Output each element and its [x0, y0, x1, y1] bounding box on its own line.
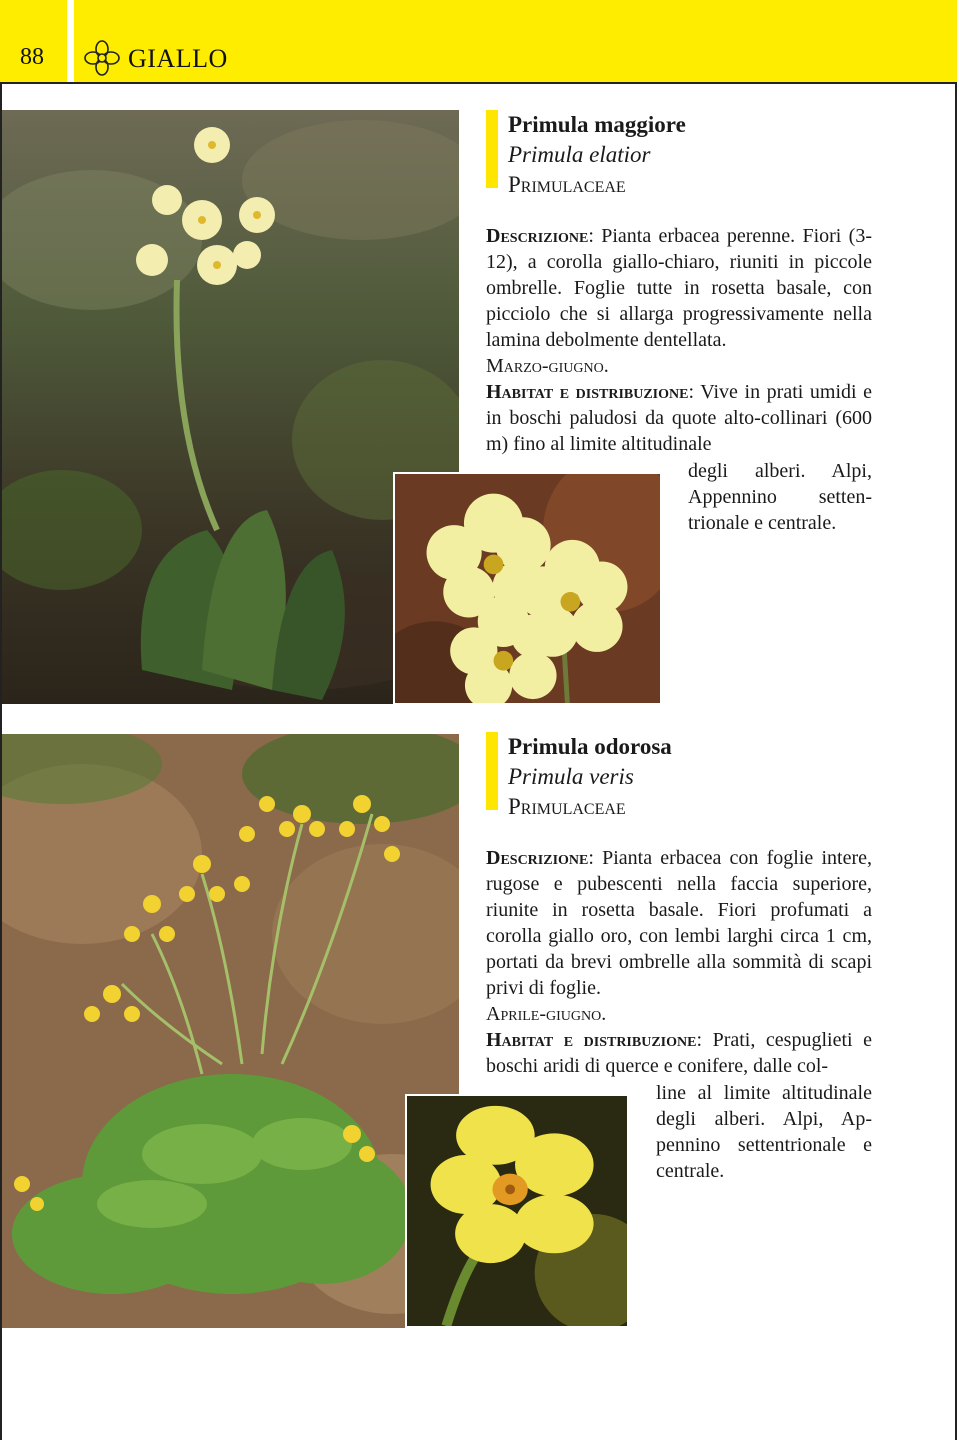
- flowering-period: Marzo-giugno.: [486, 355, 609, 377]
- habitat-line: centrale.: [656, 1160, 725, 1182]
- habitat-line: degli alberi. Alpi, Ap-: [656, 1108, 872, 1130]
- species-description: [486, 845, 872, 1079]
- header-separator: [67, 0, 74, 82]
- common-name: Primula odorosa: [508, 734, 672, 759]
- habitat-line: Appennino setten-: [688, 486, 872, 508]
- page-header: [0, 0, 957, 84]
- species-description: [486, 223, 872, 457]
- habitat-line: pennino settentrionale e: [656, 1134, 872, 1156]
- description-label: Descrizione: [486, 225, 589, 247]
- description-text: : Pianta erbacea perenne. Fiori (3-12), a corolla giallo-chiaro, riuniti in piccole ombrelle. Foglie tutte in rosetta basale, con picciolo che si allarga progressivamente nella lamina debolmente dentellata.: [486, 225, 872, 351]
- heading-accent-bar: [486, 732, 498, 810]
- heading-accent-bar: [486, 110, 498, 188]
- primula-elatior-closeup-photo: [393, 472, 662, 705]
- primula-veris-closeup-photo: [405, 1094, 629, 1328]
- description-text: : Pianta erbacea con foglie intere, rugose e pubescenti nella faccia superiore, riunite in rosetta basale. Fiori profumati a corolla giallo oro, con lembi larghi circa 1 cm, portati da brevi ombrelle alla sommità di scapi privi di foglie.: [486, 847, 872, 999]
- page-frame-right: [955, 84, 957, 1440]
- habitat-text: : Prati, cespuglieti e boschi aridi di querce e conifere, dalle col-: [486, 1029, 872, 1077]
- primula-elatior-main-photo: [2, 110, 459, 704]
- habitat-label: Habitat e distribuzione: [486, 1029, 697, 1051]
- habitat-label: Habitat e distribuzione: [486, 381, 689, 403]
- latin-name: Primula elatior: [508, 142, 651, 167]
- primula-veris-main-photo: [2, 734, 459, 1328]
- flower-outline-icon: [82, 38, 122, 78]
- family-name: Primulaceae: [508, 794, 626, 819]
- common-name: Primula maggiore: [508, 112, 686, 137]
- habitat-continuation: [688, 458, 872, 536]
- description-label: Descrizione: [486, 847, 589, 869]
- flowering-period: Aprile-giugno.: [486, 1003, 607, 1025]
- family-name: Primulaceae: [508, 172, 626, 197]
- habitat-continuation: [656, 1080, 872, 1184]
- section-title: GIALLO: [128, 44, 228, 73]
- habitat-text: : Vive in prati umidi e in boschi paludosi da quote alto-collinari (600 m) fino al limite altitudinale: [486, 381, 873, 455]
- habitat-line: degli alberi. Alpi,: [688, 460, 872, 482]
- habitat-line: line al limite altitudinale: [656, 1082, 872, 1104]
- habitat-line: trionale e centrale.: [688, 512, 837, 534]
- latin-name: Primula veris: [508, 764, 634, 789]
- page-number: 88: [20, 44, 44, 70]
